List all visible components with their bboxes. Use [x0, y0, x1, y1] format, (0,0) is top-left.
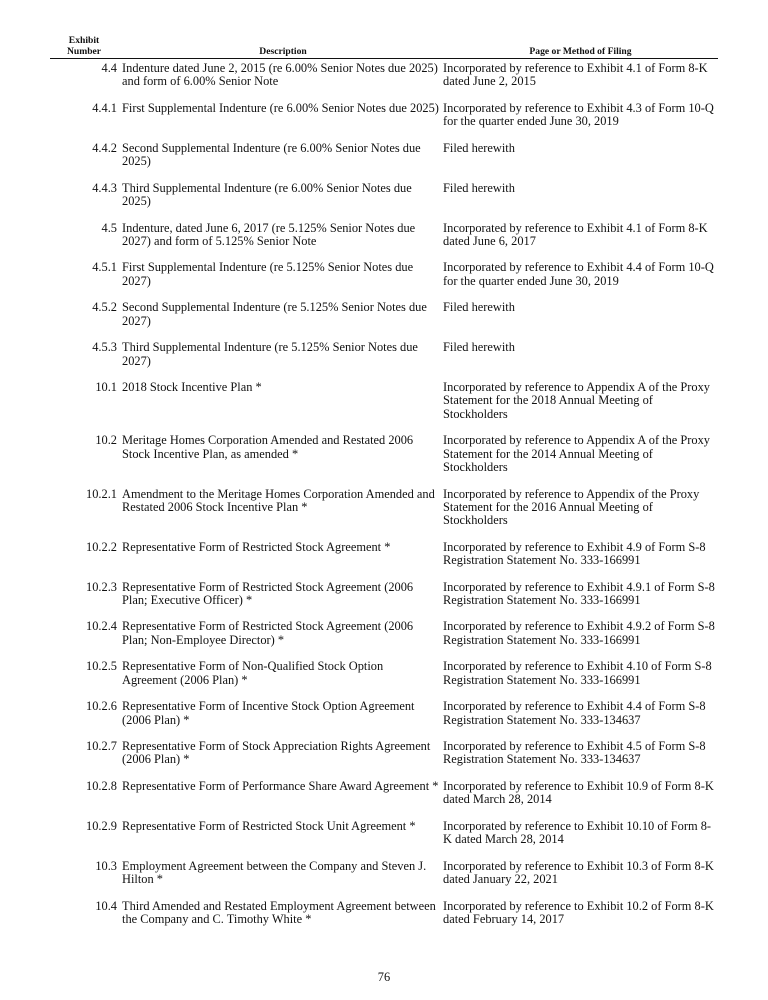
exhibit-description: Representative Form of Restricted Stock Agreement (2006 Plan; Non-Employee Director) *: [122, 619, 414, 647]
exhibit-filing: Incorporated by reference to Exhibit 4.9 of Form S-8 Registration Statement No. 333-166991: [443, 539, 706, 567]
exhibit-number: 10.3: [95, 858, 117, 873]
exhibit-description: Second Supplemental Indenture (re 6.00% Senior Notes due 2025): [122, 140, 421, 169]
exhibit-filing: Incorporated by reference to Exhibit 10.10 of Form 8-K dated March 28, 2014: [443, 818, 712, 847]
exhibit-description: Representative Form of Performance Share Award Agreement *: [122, 779, 439, 794]
exhibit-description: Third Supplemental Indenture (re 5.125% Senior Notes due 2027): [122, 340, 418, 368]
exhibit-description: Representative Form of Stock Appreciation Rights Agreement (2006 Plan) *: [122, 739, 431, 767]
table-row: [50, 860, 718, 900]
table-row: [50, 434, 718, 487]
table-row: [50, 102, 718, 142]
exhibit-number: 10.2: [95, 433, 117, 448]
exhibit-filing: Filed herewith: [443, 300, 515, 315]
header-filing: Page or Method of Filing: [529, 45, 632, 57]
exhibit-description: Representative Form of Non-Qualified Stock Option Agreement (2006 Plan) *: [122, 659, 384, 687]
table-row: [50, 182, 718, 222]
exhibit-number: 4.5.3: [92, 340, 117, 355]
exhibit-description: Representative Form of Incentive Stock Option Agreement (2006 Plan) *: [122, 699, 415, 727]
exhibit-description: Representative Form of Restricted Stock Agreement *: [122, 539, 391, 554]
exhibit-filing: Incorporated by reference to Exhibit 10.9 of Form 8-K dated March 28, 2014: [443, 779, 714, 807]
header-number-line-2: Number: [66, 45, 102, 57]
header-number-line-1: Exhibit: [68, 35, 100, 46]
exhibit-description: Second Supplemental Indenture (re 5.125% Senior Notes due 2027): [122, 300, 427, 328]
table-row: [50, 780, 718, 820]
exhibit-number: 10.2.7: [86, 739, 117, 754]
exhibit-filing: Incorporated by reference to Exhibit 4.1 of Form 8-K dated June 2, 2015: [443, 61, 708, 89]
exhibit-filing: Filed herewith: [443, 180, 515, 195]
exhibit-description: Meritage Homes Corporation Amended and Restated 2006 Stock Incentive Plan, as amended *: [122, 433, 414, 461]
exhibit-table-header: [50, 36, 718, 59]
table-row: [50, 541, 718, 581]
exhibit-number: 10.4: [95, 898, 117, 913]
exhibit-description: Employment Agreement between the Company and Steven J. Hilton *: [122, 858, 427, 887]
exhibit-number: 10.1: [95, 380, 117, 395]
exhibit-filing: Incorporated by reference to Exhibit 4.3 of Form 10-Q for the quarter ended June 30, 2019: [443, 100, 714, 129]
exhibit-filing: Incorporated by reference to Exhibit 4.4 of Form S-8 Registration Statement No. 333-134637: [443, 699, 706, 727]
exhibit-filing: Incorporated by reference to Exhibit 4.9.1 of Form S-8 Registration Statement No. 333-166991: [443, 579, 715, 607]
exhibit-description: Indenture, dated June 6, 2017 (re 5.125% Senior Notes due 2027) and form of 5.125% Senior Note: [122, 220, 416, 248]
table-row: [50, 222, 718, 262]
exhibit-filing: Incorporated by reference to Exhibit 4.10 of Form S-8 Registration Statement No. 333-166991: [443, 659, 712, 687]
exhibit-filing: Incorporated by reference to Exhibit 10.3 of Form 8-K dated January 22, 2021: [443, 858, 714, 887]
table-row: [50, 381, 718, 434]
table-row: [50, 700, 718, 740]
exhibit-number: 4.5.1: [92, 260, 117, 275]
exhibit-number: 4.4.1: [92, 100, 117, 115]
exhibit-description: First Supplemental Indenture (re 5.125% Senior Notes due 2027): [122, 260, 414, 288]
exhibit-description: Representative Form of Restricted Stock Unit Agreement *: [122, 818, 416, 833]
exhibit-number: 4.4.2: [92, 140, 117, 155]
header-exhibit-number: [62, 36, 106, 57]
exhibit-description: Indenture dated June 2, 2015 (re 6.00% Senior Notes due 2025) and form of 6.00% Senior Note: [122, 61, 438, 89]
exhibit-number: 10.2.5: [86, 659, 117, 674]
table-row: [50, 820, 718, 860]
table-row: [50, 900, 718, 940]
exhibit-number: 10.2.4: [86, 619, 117, 634]
table-row: [50, 301, 718, 341]
exhibit-number: 4.4: [101, 61, 117, 75]
header-description: Description: [259, 45, 307, 57]
exhibit-filing: Incorporated by reference to Exhibit 10.2 of Form 8-K dated February 14, 2017: [443, 898, 714, 926]
table-row: [50, 660, 718, 700]
table-row: [50, 581, 718, 621]
exhibit-filing: Incorporated by reference to Appendix of the Proxy Statement for the 2016 Annual Meeting of Stockholders: [443, 486, 700, 528]
exhibit-filing: Filed herewith: [443, 140, 515, 155]
exhibit-filing: Incorporated by reference to Exhibit 4.9.2 of Form S-8 Registration Statement No. 333-166991: [443, 619, 715, 647]
table-row: [50, 142, 718, 182]
exhibit-number: 4.4.3: [92, 180, 117, 195]
exhibit-number: 10.2.3: [86, 579, 117, 594]
exhibit-filing: Incorporated by reference to Exhibit 4.1 of Form 8-K dated June 6, 2017: [443, 220, 708, 248]
exhibit-description: 2018 Stock Incentive Plan *: [122, 380, 262, 395]
table-row: [50, 62, 718, 102]
exhibit-description: Representative Form of Restricted Stock Agreement (2006 Plan; Executive Officer) *: [122, 579, 414, 607]
exhibit-filing: Incorporated by reference to Exhibit 4.5 of Form S-8 Registration Statement No. 333-134637: [443, 739, 706, 767]
table-row: [50, 341, 718, 381]
table-row: [50, 488, 718, 541]
exhibit-description: Third Amended and Restated Employment Agreement between the Company and C. Timothy White *: [122, 898, 436, 926]
exhibit-number: 4.5.2: [92, 300, 117, 315]
table-row: [50, 620, 718, 660]
exhibit-table-body: [50, 62, 718, 940]
exhibit-number: 10.2.9: [86, 818, 117, 833]
exhibit-number: 4.5: [101, 220, 117, 235]
exhibit-description: Third Supplemental Indenture (re 6.00% Senior Notes due 2025): [122, 180, 412, 208]
exhibit-number: 10.2.8: [86, 779, 117, 794]
exhibit-description: First Supplemental Indenture (re 6.00% Senior Notes due 2025): [122, 100, 439, 115]
exhibit-filing: Incorporated by reference to Appendix A of the Proxy Statement for the 2014 Annual Meeting of Stockholders: [443, 433, 711, 474]
exhibit-filing: Incorporated by reference to Exhibit 4.4 of Form 10-Q for the quarter ended June 30, 2019: [443, 260, 714, 288]
exhibit-filing: Incorporated by reference to Appendix A of the Proxy Statement for the 2018 Annual Meeting of Stockholders: [443, 380, 711, 421]
table-row: [50, 740, 718, 780]
exhibit-number: 10.2.1: [86, 486, 117, 501]
exhibit-description: Amendment to the Meritage Homes Corporation Amended and Restated 2006 Stock Incentive Plan *: [122, 486, 435, 514]
exhibit-number: 10.2.6: [86, 699, 117, 714]
table-row: [50, 261, 718, 301]
exhibit-filing: Filed herewith: [443, 340, 515, 355]
exhibit-number: 10.2.2: [86, 539, 117, 554]
page-number: 76: [377, 970, 391, 984]
